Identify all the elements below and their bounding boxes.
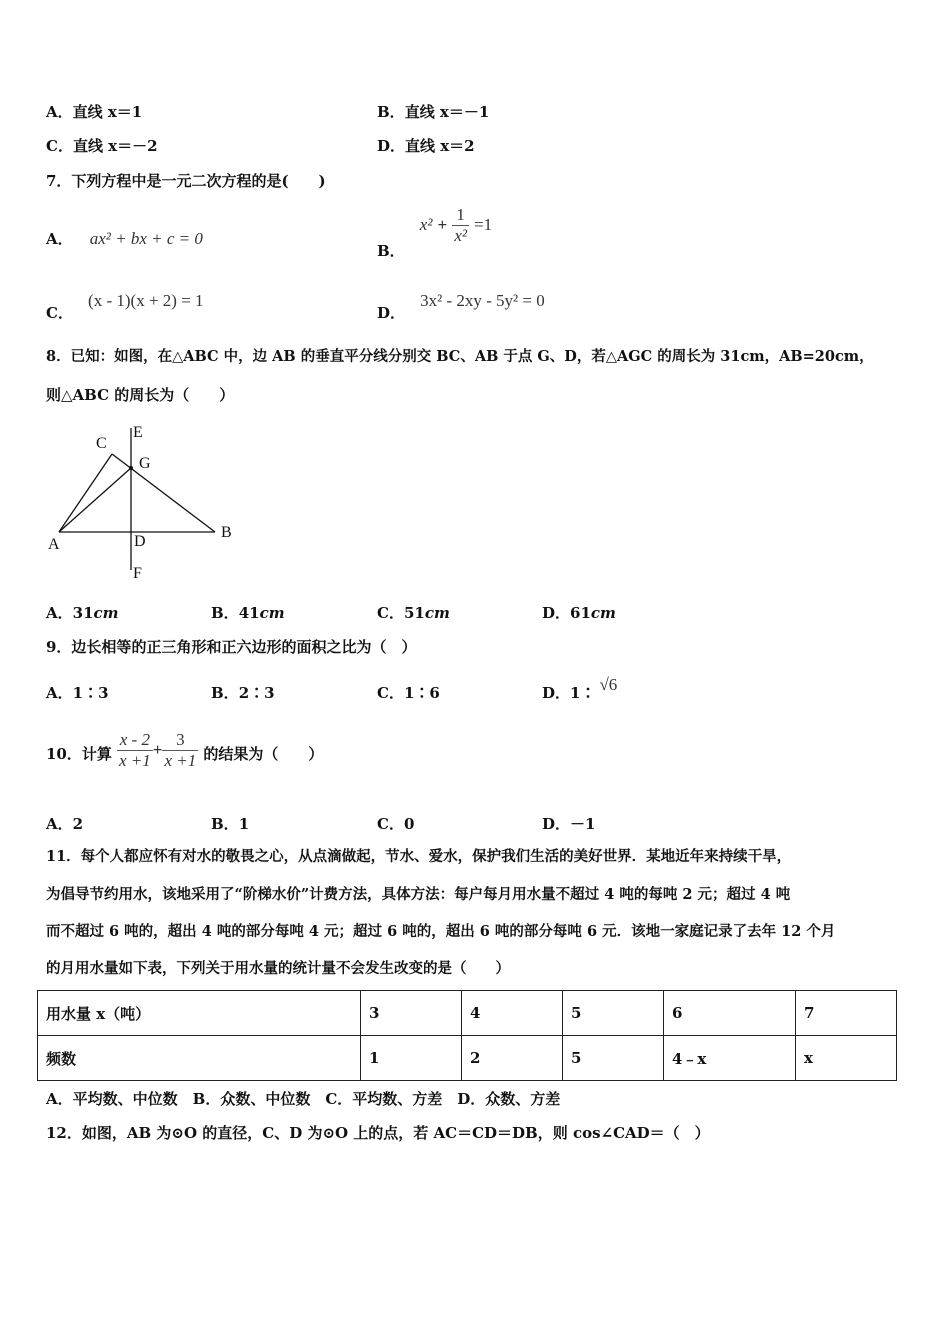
option-label: D． [377,137,406,155]
q11-line-1: 11．每个人都应怀有对水的敬畏之心，从点滴做起，节水、爱水，保护我们生活的美好世界．某地近年来持续干旱， [46,848,792,865]
point-g [129,466,133,470]
plus-sign: + [152,740,163,759]
q10-option-b [211,814,249,834]
triangle-diagram [40,418,250,588]
q11-options: A．平均数、中位数 B．众数、中位数 C．平均数、方差 D．众数、方差 [46,1090,561,1108]
fraction-2 [162,730,198,771]
q7-option-a [46,228,203,249]
label-g: G [139,455,151,472]
table-row-usage [38,991,897,1036]
q10-prefix: 10．计算 [46,745,112,763]
option-label: A． [46,103,73,121]
numerator: 3 [162,730,198,751]
table-cell: 4 [462,991,563,1036]
q7-stem: 7．下列方程中是一元二次方程的是( ) [46,172,326,190]
label-a: A [48,536,60,553]
numerator: x - 2 [117,730,153,751]
option-unit: cm [590,604,616,622]
segment-cb [112,454,215,532]
option-text: 1 [238,815,250,833]
option-text: 直线 x＝1 [72,103,143,121]
table-header-usage: 用水量 x（吨） [38,991,361,1036]
sqrt-six: √6 [599,675,618,694]
table-cell: 3 [361,991,462,1036]
q10-stem [46,730,323,771]
q9-option-b [211,683,275,703]
denominator: x +1 [118,751,151,770]
table-cell: 1 [361,1036,462,1081]
label-f: F [133,565,142,582]
equation: (x - 1)(x + 2) = 1 [88,291,204,310]
option-label: D． [542,815,571,833]
segment-ac [59,454,112,532]
option-value: 41 [238,604,260,622]
option-unit: cm [424,604,450,622]
numerator: 1 [452,205,469,226]
table-cell: 5 [563,991,664,1036]
option-label: D． [377,304,406,322]
option-text: 直线 x＝－1 [404,103,490,121]
option-text: 0 [403,815,415,833]
option-unit: cm [259,604,285,622]
table-cell: x [796,1036,897,1081]
q10-option-a [46,814,83,834]
label-c: C [96,435,107,452]
label-e: E [133,424,143,441]
option-text: 直线 x＝2 [405,137,475,155]
q10-option-c [377,814,414,834]
segment-ag [59,468,131,532]
option-label: C． [377,604,404,622]
q9-option-c [377,683,440,703]
table-cell: 7 [796,991,897,1036]
q10-suffix: 的结果为（ ） [203,745,324,763]
option-label: C． [377,684,404,702]
option-label: B． [211,604,239,622]
q8-stem-line2: 则△ABC 的周长为（ ） [46,386,235,404]
option-value: 61 [570,604,591,622]
option-label: A． [46,684,73,702]
q6-option-d [377,136,475,156]
equation-rhs: =1 [474,215,493,234]
option-label: C． [46,137,73,155]
option-label: B． [211,684,239,702]
q8-option-b [211,603,285,623]
option-label: A． [46,604,73,622]
option-label: C． [46,304,73,322]
option-label: B． [377,242,405,260]
q7-option-c [46,290,204,322]
q6-option-b [377,102,489,122]
q9-stem: 9．边长相等的正三角形和正六边形的面积之比为（ ） [46,638,417,656]
table-cell: 4﹣x [664,1036,796,1081]
q12-stem: 12．如图，AB 为⊙O 的直径，C、D 为⊙O 上的点，若 AC＝CD＝DB，则 cos∠CAD＝（ ） [46,1124,710,1142]
label-d: D [134,533,146,550]
q11-line-4: 的月用水量如下表，下列关于用水量的统计量不会发生改变的是（ ） [46,960,510,977]
table-header-frequency: 频数 [38,1036,361,1081]
q6-option-c [46,136,158,156]
option-label: D． [542,684,571,702]
option-value: 51 [403,604,425,622]
option-text: 1∶ [570,684,596,702]
water-usage-table [37,990,897,1081]
q9-option-a [46,683,109,703]
q8-option-c [377,603,450,623]
option-label: D． [542,604,571,622]
plus-sign: + [437,215,448,234]
table-cell: 6 [664,991,796,1036]
table-row-frequency [38,1036,897,1081]
option-label: C． [377,815,404,833]
label-b: B [221,524,232,541]
equation: ax² + bx + c = 0 [89,229,203,248]
equation-term: x² [419,215,433,234]
q7-option-b [377,205,493,260]
option-unit: cm [93,604,119,622]
option-text: －1 [570,815,596,833]
q8-option-a [46,603,119,623]
q8-stem-line1: 8．已知：如图，在△ABC 中，边 AB 的垂直平分线分别交 BC、AB 于点 G、D，若△AGC 的周长为 31cm，AB=20cm， [46,348,874,365]
option-text: 1∶6 [403,684,440,702]
q10-option-d [542,814,595,834]
equation: 3x² - 2xy - 5y² = 0 [420,291,545,310]
option-text: 2 [72,815,84,833]
option-label: B． [211,815,239,833]
option-text: 1∶3 [72,684,109,702]
option-text: 2∶3 [238,684,275,702]
q11-line-3: 而不超过 6 吨的，超出 4 吨的部分每吨 4 元；超过 6 吨的，超出 6 吨的部分每吨 6 元．该地一家庭记录了去年 12 个月 [46,923,836,940]
option-text: 直线 x＝－2 [72,137,158,155]
table-cell: 5 [563,1036,664,1081]
q9-option-d [542,675,618,703]
option-label: A． [46,815,73,833]
q8-option-d [542,603,616,623]
denominator: x² [454,226,467,245]
option-label: A． [46,230,73,248]
q7-option-d [377,290,545,322]
q6-option-a [46,102,142,122]
q11-line-2: 为倡导节约用水，该地采用了“阶梯水价”计费方法，具体方法：每户每月用水量不超过 4 吨的每吨 2 元；超过 4 吨 [46,886,791,903]
option-label: B． [377,103,405,121]
fraction [452,205,469,246]
table-cell: 2 [462,1036,563,1081]
option-value: 31 [72,604,94,622]
denominator: x +1 [164,751,197,770]
fraction-1 [117,730,153,771]
